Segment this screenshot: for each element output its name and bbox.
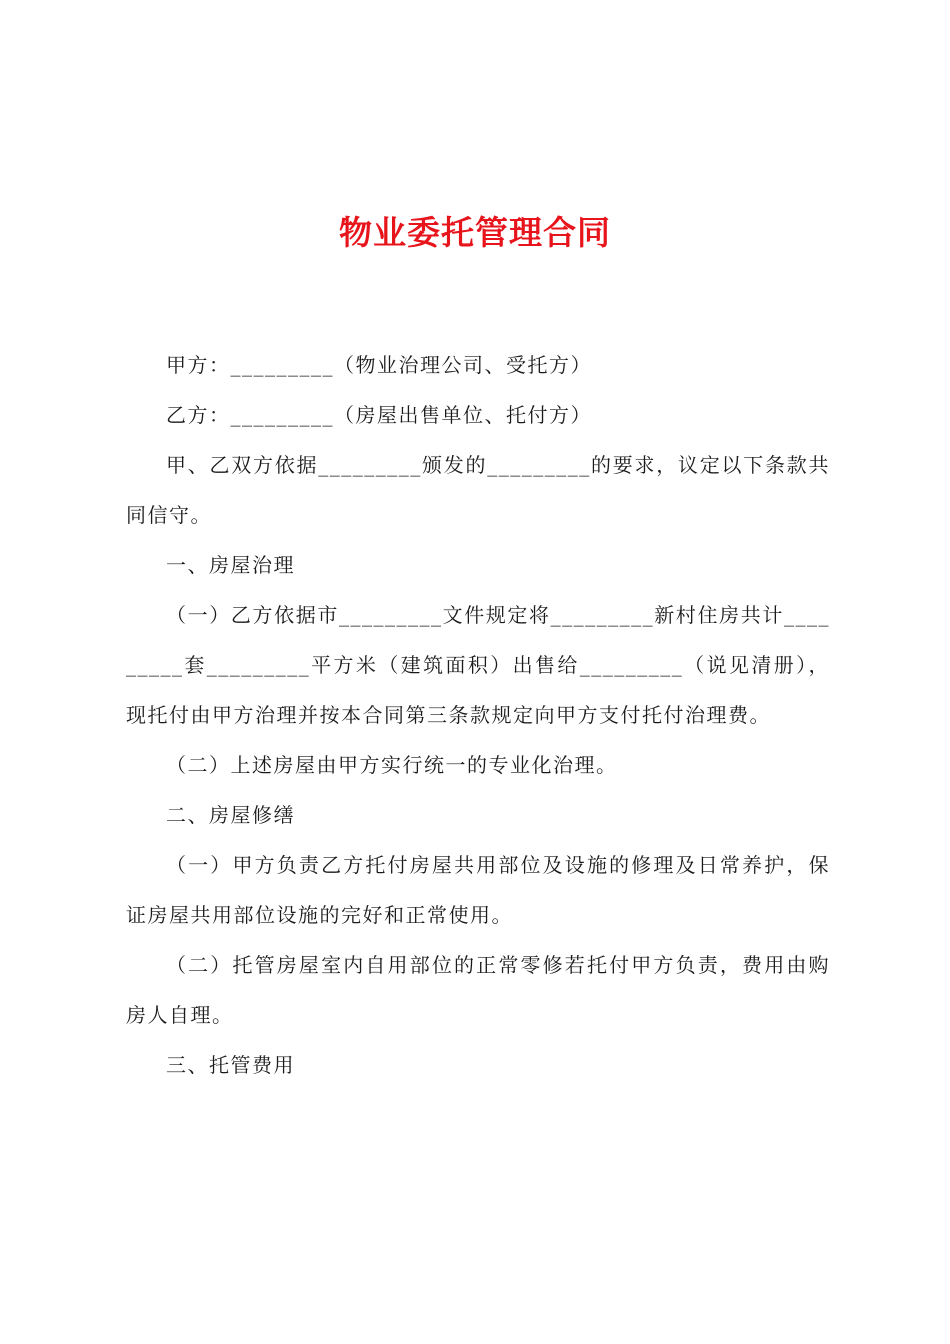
party-b-line: 乙方：_________（房屋出售单位、托付方） — [166, 403, 592, 427]
section-heading-3: 三、托管费用 — [166, 1053, 295, 1077]
document-title: 物业委托管理合同 — [339, 213, 611, 252]
document-body — [126, 340, 830, 1090]
section-heading-1: 一、房屋治理 — [166, 553, 295, 577]
section-heading-2: 二、房屋修缮 — [166, 803, 295, 827]
clause-1-2: （二）上述房屋由甲方实行统一的专业化治理。 — [166, 753, 618, 777]
clause-1-1: （一）乙方依据市_________文件规定将_________新村住房共计_________套_________平方米（建筑面积）出售给_________（说见清册），现托付由甲方治理并按本合同第三条款规定向甲方支付托付治理费。 — [126, 603, 830, 727]
clause-2-1: （一）甲方负责乙方托付房屋共用部位及设施的修理及日常养护，保证房屋共用部位设施的完好和正常使用。 — [126, 853, 830, 927]
clause-2-2: （二）托管房屋室内自用部位的正常零修若托付甲方负责，费用由购房人自理。 — [126, 953, 830, 1027]
party-a-line: 甲方：_________（物业治理公司、受托方） — [166, 353, 592, 377]
preamble-paragraph: 甲、乙双方依据_________颁发的_________的要求，议定以下条款共同信守。 — [126, 453, 830, 527]
